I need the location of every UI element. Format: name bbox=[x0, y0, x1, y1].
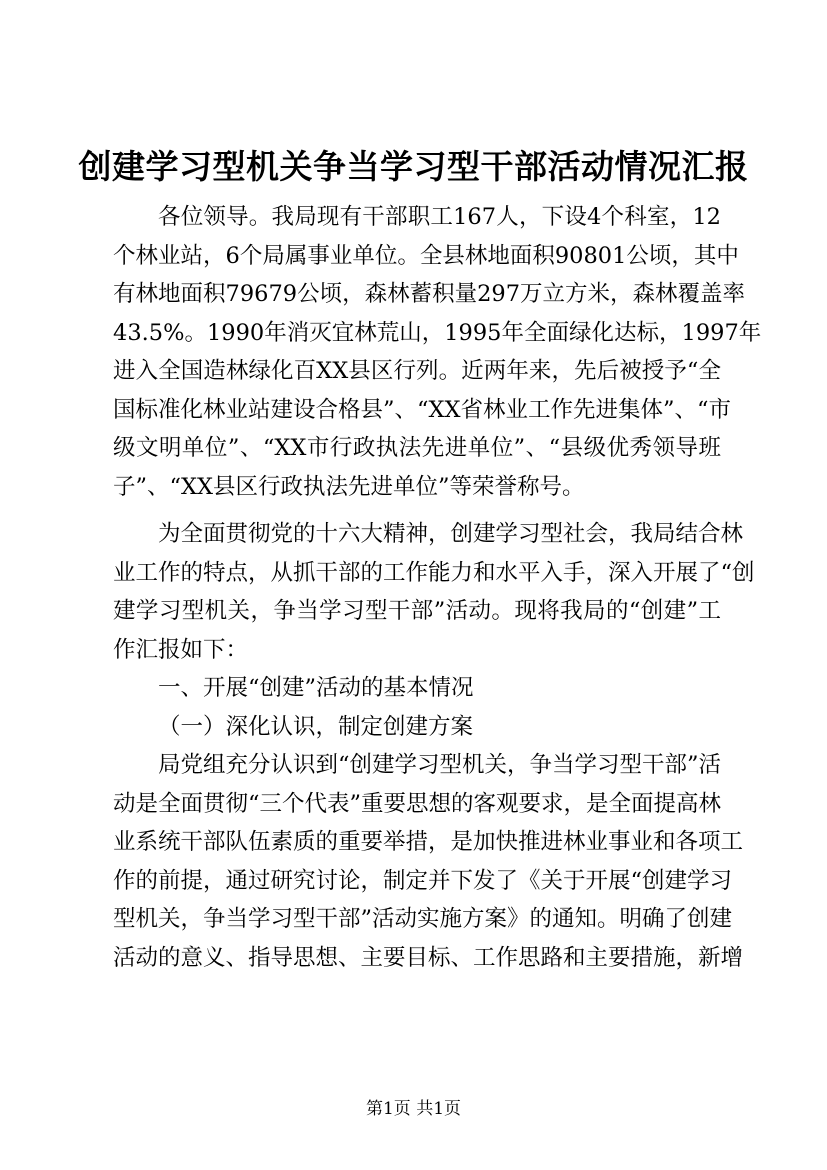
paragraph-line: 动是全面贯彻“三个代表”重要思想的客观要求，是全面提高林 bbox=[113, 790, 722, 817]
document-title: 创建学习型机关争当学习型干部活动情况汇报 bbox=[78, 147, 749, 186]
paragraph-line: 业系统干部队伍素质的重要举措，是加快推进林业事业和各项工 bbox=[113, 829, 744, 855]
paragraph-line: 活动的意义、指导思想、主要目标、工作思路和主要措施，新增 bbox=[113, 944, 744, 971]
paragraph-line: 各位领导。我局现有干部职工167人，下设4个科室，12 bbox=[158, 204, 721, 230]
paragraph-line: 建学习型机关，争当学习型干部”活动。现将我局的“创建”工 bbox=[113, 598, 721, 624]
document-body bbox=[113, 198, 762, 977]
subsection-heading: （一）深化认识，制定创建方案 bbox=[158, 713, 474, 740]
paragraph-line: 作汇报如下： bbox=[113, 636, 249, 663]
page-number-footer: 第1页 共1页 bbox=[365, 1099, 462, 1119]
paragraph-line: 型机关，争当学习型干部”活动实施方案》的通知。明确了创建 bbox=[113, 906, 733, 932]
paragraph-line: 43.5%。1990年消灭宜林荒山，1995年全面绿化达标，1997年 bbox=[113, 319, 762, 346]
paragraph-line: 进入全国造林绿化百XX县区行列。近两年来，先后被授予“全 bbox=[113, 358, 721, 384]
paragraph-line: 国标准化林业站建设合格县”、“XX省林业工作先进集体”、“市 bbox=[113, 396, 732, 423]
paragraph-line: 为全面贯彻党的十六大精神，创建学习型社会，我局结合林 bbox=[158, 521, 744, 547]
paragraph-line: 级文明单位”、“XX市行政执法先进单位”、“县级优秀领导班 bbox=[113, 435, 721, 461]
paragraph-line: 业工作的特点，从抓干部的工作能力和水平入手，深入开展了“创 bbox=[113, 559, 755, 586]
paragraph-line: 局党组充分认识到“创建学习型机关，争当学习型干部”活 bbox=[158, 752, 722, 778]
paragraph-line: 作的前提，通过研究讨论，制定并下发了《关于开展“创建学习 bbox=[113, 867, 733, 894]
section-heading: 一、开展“创建”活动的基本情况 bbox=[158, 675, 474, 701]
paragraph-line: 有林地面积79679公顷，森林蓄积量297万立方米，森林覆盖率 bbox=[113, 281, 746, 307]
paragraph-line: 个林业站，6个局属事业单位。全县林地面积90801公顷，其中 bbox=[113, 242, 739, 269]
paragraph-line: 子”、“XX县区行政执法先进单位”等荣誉称号。 bbox=[113, 473, 585, 500]
